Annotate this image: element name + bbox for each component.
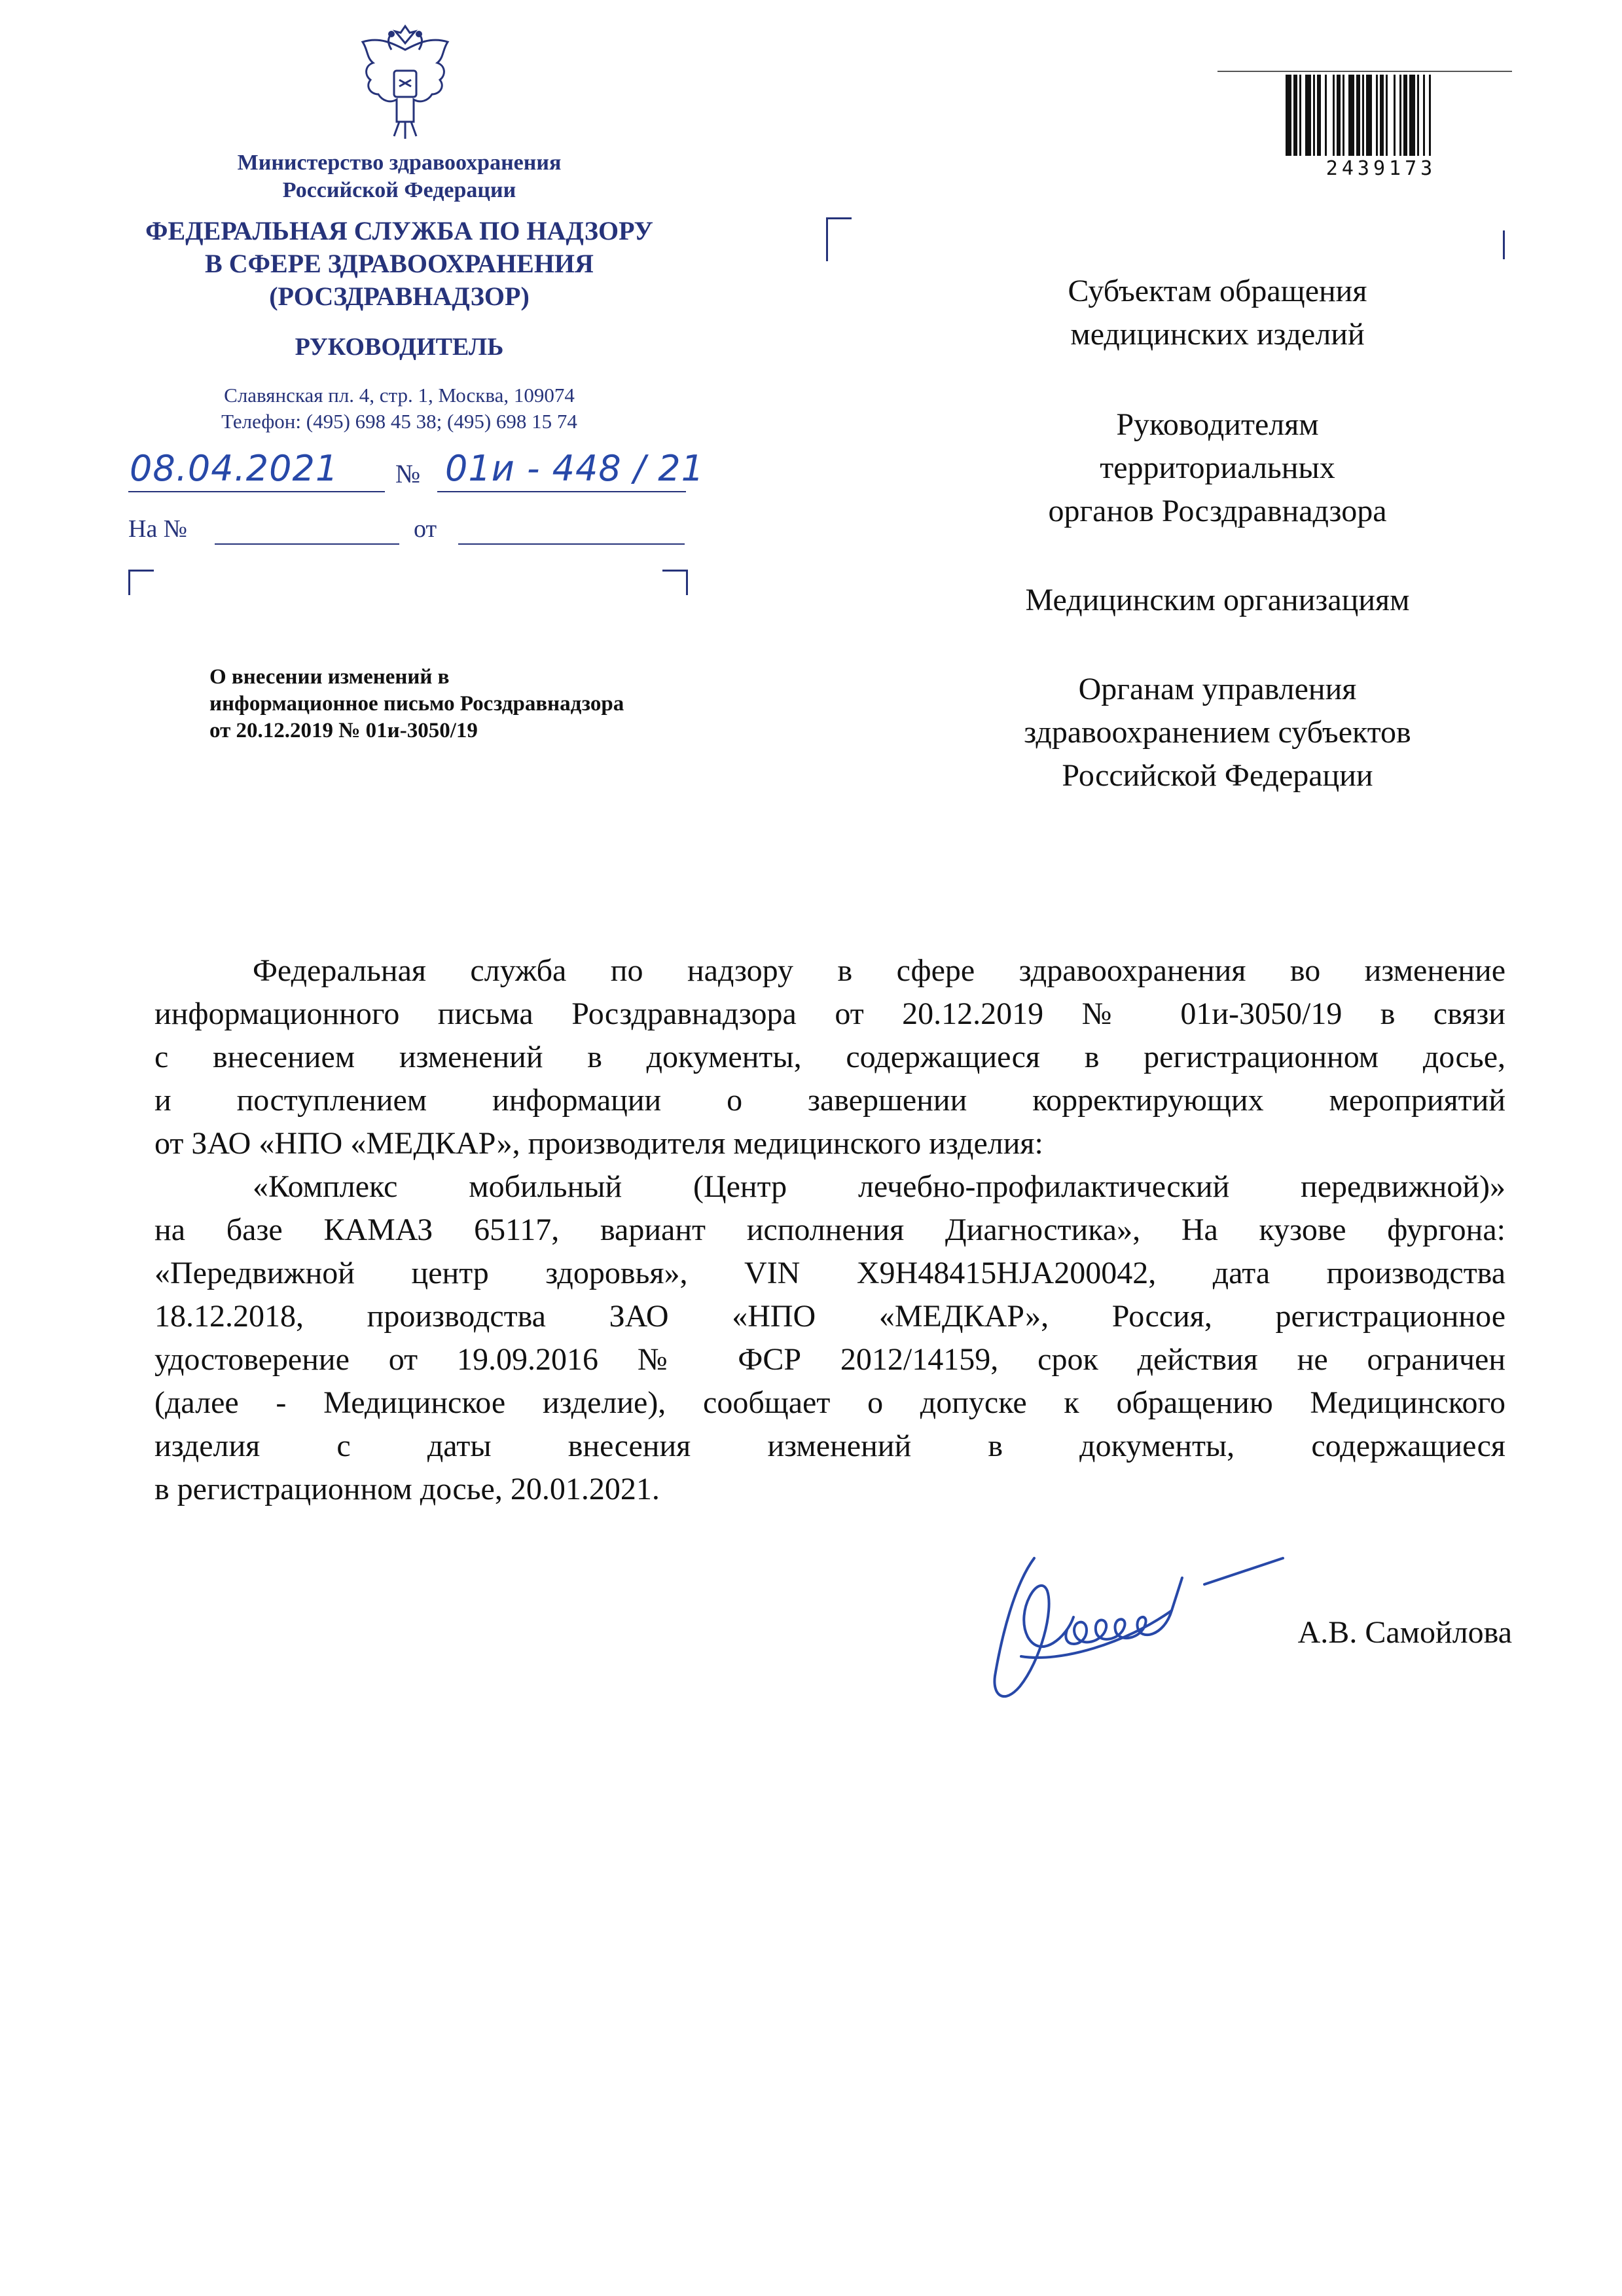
body-paragraph: [154, 1165, 1505, 1511]
barcode-bar: [1343, 75, 1344, 156]
paragraph-line: удостоверение от 19.09.2016 № ФСР 2012/14159, срок действия не ограничен: [154, 1342, 1505, 1377]
paragraph-line: «Передвижной центр здоровья», VIN X9H48415HJA200042, дата производства: [154, 1256, 1505, 1290]
service-line: (РОСЗДРАВНАДЗОР): [269, 282, 530, 311]
recipient-line: Российской Федерации: [1062, 758, 1373, 793]
barcode-bar: [1286, 75, 1291, 156]
paragraph-line: с внесением изменений в документы, содержащиеся в регистрационном досье,: [154, 1040, 1505, 1074]
body-paragraph: [154, 949, 1505, 1165]
paragraph-line: в регистрационном досье, 20.01.2021.: [154, 1472, 660, 1506]
barcode-bar: [1403, 75, 1407, 156]
barcode-number: 2439173: [1325, 157, 1437, 180]
paragraph-line: от ЗАО «НПО «МЕДКАР», производителя медицинского изделия:: [154, 1126, 1043, 1161]
ministry-line: Российской Федерации: [282, 178, 516, 202]
service-name: [98, 215, 700, 313]
corner-bracket: [1503, 230, 1505, 259]
paragraph-line: изделия с даты внесения изменений в документы, содержащиеся: [154, 1429, 1505, 1463]
barcode-bar: [1333, 75, 1335, 156]
barcode-bar: [1293, 75, 1297, 156]
corner-bracket: [662, 570, 688, 595]
paragraph-line: 18.12.2018, производства ЗАО «НПО «МЕДКАР», Россия, регистрационное: [154, 1299, 1505, 1334]
barcode-bar: [1394, 75, 1396, 156]
paragraph-line: (далее - Медицинское изделие), сообщает о допуске к обращению Медицинского: [154, 1385, 1505, 1420]
barcode-bar: [1317, 75, 1321, 156]
barcode-bar: [1325, 75, 1327, 156]
barcode-bar: [1423, 75, 1425, 156]
recipient-line: Субъектам обращения: [1068, 274, 1367, 308]
barcode-bar: [1366, 75, 1372, 156]
paragraph-line: и поступлением информации о завершении корректирующих мероприятий: [154, 1083, 1505, 1118]
barcode-bar: [1348, 75, 1354, 156]
barcode-bar: [1356, 75, 1360, 156]
recipient-line: органов Росздравнадзора: [1048, 494, 1387, 528]
barcode-bar: [1399, 75, 1401, 156]
recipient-line: Медицинским организациям: [1025, 583, 1410, 617]
subject-line: от 20.12.2019 № 01и-3050/19: [209, 719, 478, 742]
corner-bracket: [826, 217, 852, 261]
address-line: Славянская пл. 4, стр. 1, Москва, 109074: [224, 384, 575, 407]
recipient-group: [916, 668, 1519, 797]
subject-line: информационное письмо Росздравнадзора: [209, 692, 624, 716]
recipient-group: [916, 270, 1519, 356]
recipient-line: здравоохранением субъектов: [1024, 715, 1411, 750]
barcode-bar: [1305, 75, 1311, 156]
number-underline: [437, 491, 686, 492]
barcode-bar: [1417, 75, 1419, 156]
reply-label: На №: [128, 515, 188, 543]
service-line: В СФЕРЕ ЗДРАВООХРАНЕНИЯ: [205, 249, 594, 278]
ministry-line: Министерство здравоохранения: [237, 151, 562, 175]
phone-line: Телефон: (495) 698 45 38; (495) 698 15 74: [221, 410, 577, 433]
recipient-group: [916, 403, 1519, 533]
barcode-bar: [1386, 75, 1388, 156]
barcode-bar: [1409, 75, 1415, 156]
coat-of-arms-icon: [353, 24, 457, 141]
address-block: [98, 382, 700, 435]
from-label: от: [414, 515, 437, 543]
barcode-bar: [1429, 75, 1431, 156]
number-sign: №: [395, 459, 421, 488]
recipient-line: Органам управления: [1078, 672, 1357, 706]
corner-bracket: [128, 570, 154, 595]
recipient-line: медицинских изделий: [1070, 317, 1365, 352]
position-title: РУКОВОДИТЕЛЬ: [295, 333, 504, 361]
paragraph-line: Федеральная служба по надзору в сфере здравоохранения во изменение: [253, 953, 1505, 988]
date-underline: [128, 491, 385, 492]
reply-underline: [215, 543, 399, 545]
paragraph-line: информационного письма Росздравнадзора от 20.12.2019 № 01и-3050/19 в связи: [154, 996, 1505, 1031]
barcode-bar: [1380, 75, 1384, 156]
paragraph-line: «Комплекс мобильный (Центр лечебно-профилактический передвижной)»: [253, 1169, 1505, 1204]
recipient-group: [916, 579, 1519, 622]
barcode-bar: [1299, 75, 1301, 156]
subject-block: [209, 664, 720, 744]
ministry-name: [164, 149, 635, 204]
recipient-line: Руководителям: [1116, 407, 1319, 442]
registration-date: 08.04.2021: [130, 448, 339, 489]
barcode-bar: [1313, 75, 1315, 156]
recipient-line: территориальных: [1100, 450, 1335, 485]
subject-line: О внесении изменений в: [209, 665, 450, 689]
service-line: ФЕДЕРАЛЬНАЯ СЛУЖБА ПО НАДЗОРУ: [145, 216, 653, 246]
barcode-bar: [1362, 75, 1364, 156]
barcode-rule: [1217, 71, 1512, 72]
registration-number: 01и - 448 / 21: [445, 448, 704, 489]
signer-name: А.В. Самойлова: [1297, 1615, 1512, 1650]
barcode-icon: [1283, 75, 1479, 156]
paragraph-line: на базе КАМАЗ 65117, вариант исполнения Диагностика», На кузове фургона:: [154, 1212, 1505, 1247]
barcode-bar: [1376, 75, 1378, 156]
barcode-bar: [1337, 75, 1341, 156]
from-underline: [458, 543, 685, 545]
